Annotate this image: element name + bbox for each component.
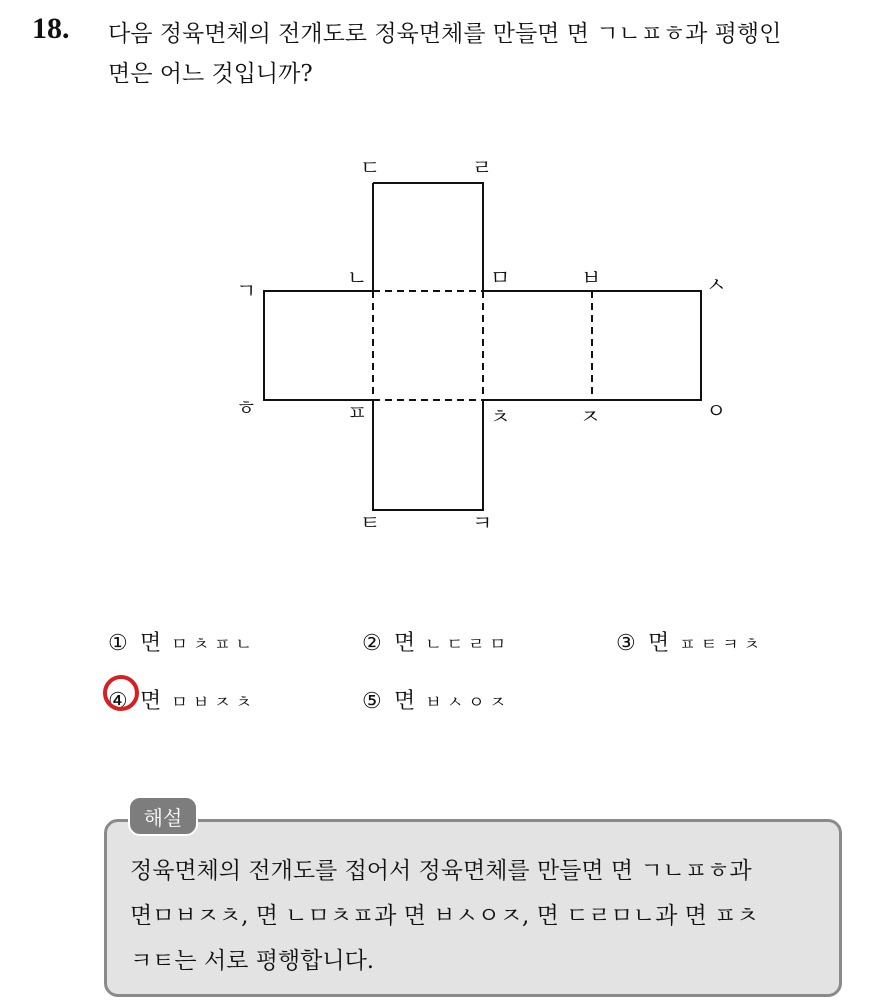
vertex-label-g: ㄱ xyxy=(236,279,257,303)
vertex-label-b: ㅂ xyxy=(581,266,602,290)
vertex-label-m: ㅁ xyxy=(490,266,511,290)
choice-number: ① xyxy=(108,631,128,656)
vertex-label-d: ㄷ xyxy=(360,156,381,180)
vertex-label-n: ㄴ xyxy=(347,266,368,290)
choice-word: 면 xyxy=(140,689,162,714)
choice-number: ② xyxy=(362,631,382,656)
question-text-line-1: 다음 정육면체의 전개도로 정육면체를 만들면 면 ㄱㄴㅍㅎ과 평행인 xyxy=(108,21,782,47)
choice-face: ㅁㅊㅍㄴ xyxy=(171,635,257,655)
choice-word: 면 xyxy=(140,631,162,656)
choice-face: ㄴㄷㄹㅁ xyxy=(425,635,511,655)
vertex-label-j: ㅈ xyxy=(580,405,601,429)
net-outline xyxy=(264,183,701,510)
vertex-label-h: ㅎ xyxy=(236,396,257,420)
choice-face: ㅍㅌㅋㅊ xyxy=(679,635,765,655)
choice-number: ④ xyxy=(108,689,128,714)
explanation-line-1: 정육면체의 전개도를 접어서 정육면체를 만들면 면 ㄱㄴㅍㅎ과 xyxy=(130,858,752,884)
choice-number: ⑤ xyxy=(362,689,382,714)
explanation-line-2: 면ㅁㅂㅈㅊ, 면 ㄴㅁㅊㅍ과 면 ㅂㅅㅇㅈ, 면 ㄷㄹㅁㄴ과 면 ㅍㅊ xyxy=(130,903,759,929)
choice-word: 면 xyxy=(394,689,416,714)
vertex-label-p: ㅍ xyxy=(347,401,368,425)
choice-5[interactable] xyxy=(362,684,511,715)
vertex-label-ch: ㅊ xyxy=(490,405,511,429)
vertex-label-t: ㅌ xyxy=(360,511,381,535)
vertex-label-k: ㅋ xyxy=(472,511,493,535)
choice-3[interactable] xyxy=(616,626,765,657)
vertex-label-r: ㄹ xyxy=(472,156,493,180)
question-text-line-2: 면은 어느 것입니까? xyxy=(108,61,313,87)
answer-circle-mark xyxy=(103,675,139,711)
choice-word: 면 xyxy=(648,631,670,656)
choice-1[interactable] xyxy=(108,626,257,657)
choice-word: 면 xyxy=(394,631,416,656)
choice-face: ㅁㅂㅈㅊ xyxy=(171,693,257,713)
choice-number: ③ xyxy=(616,631,636,656)
explanation-tab: 해설 xyxy=(128,796,198,836)
choice-face: ㅂㅅㅇㅈ xyxy=(425,693,511,713)
question-number: 18. xyxy=(32,12,70,45)
vertex-label-o: ㅇ xyxy=(706,399,727,423)
vertex-label-s: ㅅ xyxy=(706,273,727,297)
choice-2[interactable] xyxy=(362,626,511,657)
explanation-line-3: ㅋㅌ는 서로 평행합니다. xyxy=(130,948,375,974)
